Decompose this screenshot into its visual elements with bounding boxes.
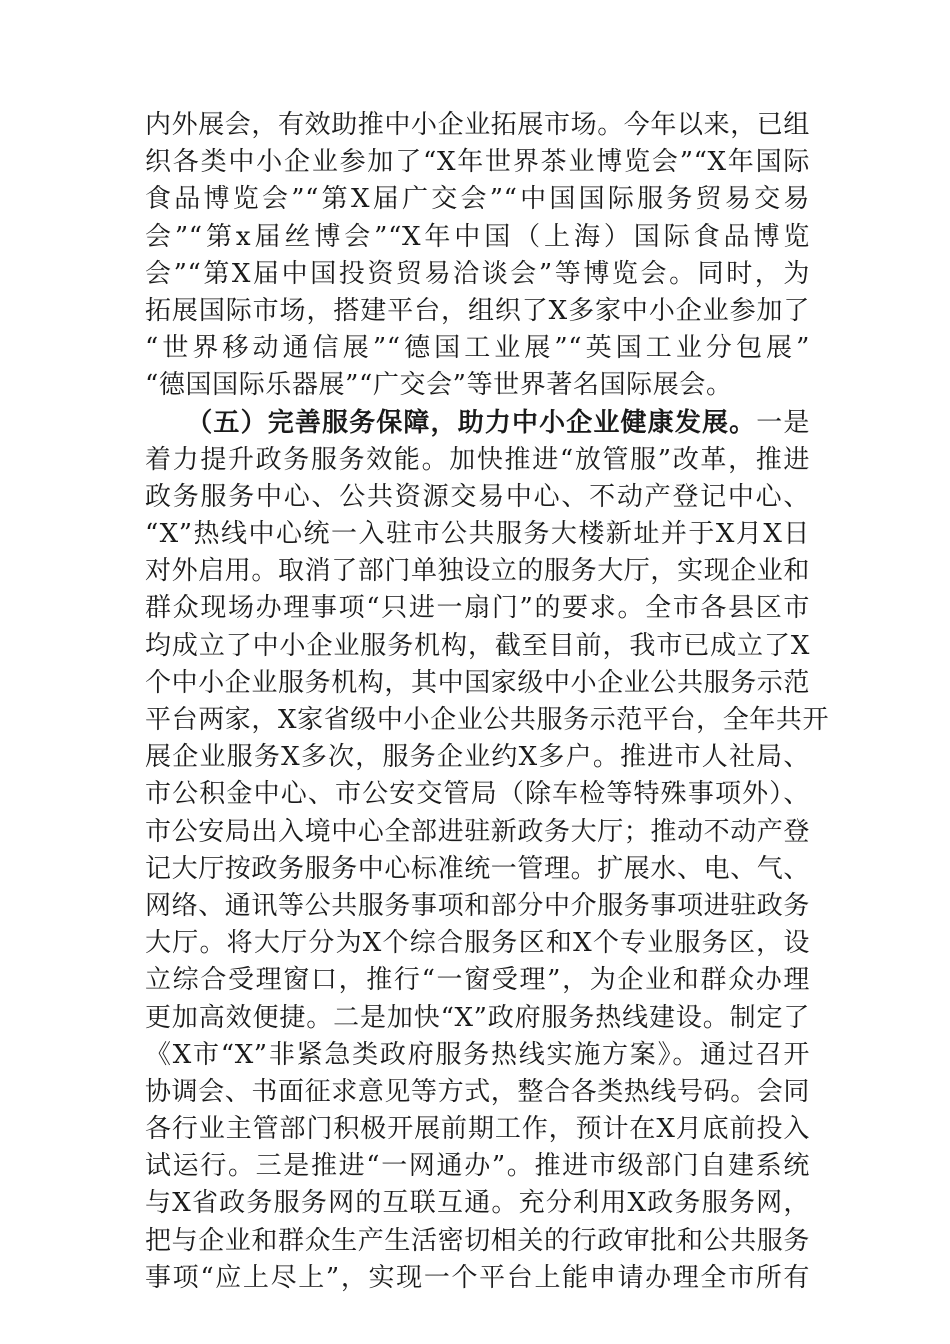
text-line: “世界移动通信展”“德国工业展”“英国工业分包展” (145, 333, 810, 364)
text-line: 更加高效便捷。二是加快“X”政府服务热线建设。制定了 (145, 1002, 810, 1033)
text-line: 对外启用。取消了部门单独设立的服务大厅，实现企业和 (145, 556, 811, 587)
text-line: 事项“应上尽上”，实现一个平台上能申请办理全市所有 (145, 1262, 810, 1293)
text-line: 着力提升政务服务效能。加快推进“放管服”改革，推进 (145, 444, 810, 475)
text-line: 食品博览会”“第X届广交会”“中国国际服务贸易交易 (145, 184, 810, 215)
text-line: 立综合受理窗口，推行“一窗受理”，为企业和群众办理 (145, 965, 810, 996)
text-line: 《X市“X”非紧急类政府服务热线实施方案》。通过召开 (145, 1039, 810, 1070)
text-line: 会”“第X届中国投资贸易洽谈会”等博览会。同时，为 (145, 258, 810, 289)
text-line: 协调会、书面征求意见等方式，整合各类热线号码。会同 (145, 1076, 811, 1107)
text-line: 试运行。三是推进“一网通办”。推进市级部门自建系统 (145, 1151, 810, 1182)
text-line: 会”“第x届丝博会”“X年中国（上海）国际食品博览 (145, 221, 810, 252)
text-line: 个中小企业服务机构，其中国家级中小企业公共服务示范 (145, 667, 811, 698)
section-heading: （五）完善服务保障，助力中小企业健康发展。 (145, 407, 757, 438)
text-line: “德国国际乐器展”“广交会”等世界著名国际展会。 (145, 370, 733, 401)
text-line: 群众现场办理事项“只进一扇门”的要求。全市各县区市 (145, 593, 810, 624)
text-line: 织各类中小企业参加了“X年世界茶业博览会”“X年国际 (145, 147, 810, 178)
text-line: 网络、通讯等公共服务事项和部分中介服务事项进驻政务 (145, 890, 811, 921)
text-line: 大厅。将大厅分为X个综合服务区和X个专业服务区，设 (145, 928, 810, 959)
text-line: 政务服务中心、公共资源交易中心、不动产登记中心、 (145, 481, 810, 512)
text-line: 把与企业和群众生产生活密切相关的行政审批和公共服务 (145, 1225, 811, 1256)
text-line: 记大厅按政务服务中心标准统一管理。扩展水、电、气、 (145, 853, 811, 884)
text-line: 均成立了中小企业服务机构，截至目前，我市已成立了X (145, 630, 810, 661)
text-line: “X”热线中心统一入驻市公共服务大楼新址并于X月X日 (145, 519, 810, 550)
text-line: 市公安局出入境中心全部进驻新政务大厅；推动不动产登 (145, 816, 811, 847)
text-line: 拓展国际市场，搭建平台，组织了X多家中小企业参加了 (145, 295, 810, 326)
section-heading-line (145, 405, 810, 442)
document-body (145, 107, 830, 1297)
text-line: 内外展会，有效助推中小企业拓展市场。今年以来，已组 (145, 110, 811, 140)
text-line: 与X省政务服务网的互联互通。充分利用X政务服务网， (145, 1188, 810, 1219)
text-line: 市公积金中心、市公安交管局（除车检等特殊事项外）、 (145, 779, 810, 810)
text-line: 各行业主管部门积极开展前期工作，预计在X月底前投入 (145, 1114, 810, 1145)
section-heading-rest: 一是 (756, 407, 810, 438)
text-line: 展企业服务X多次，服务企业约X多户。推进市人社局、 (145, 742, 810, 773)
text-line: 平台两家，X家省级中小企业公共服务示范平台，全年共开 (145, 705, 830, 735)
